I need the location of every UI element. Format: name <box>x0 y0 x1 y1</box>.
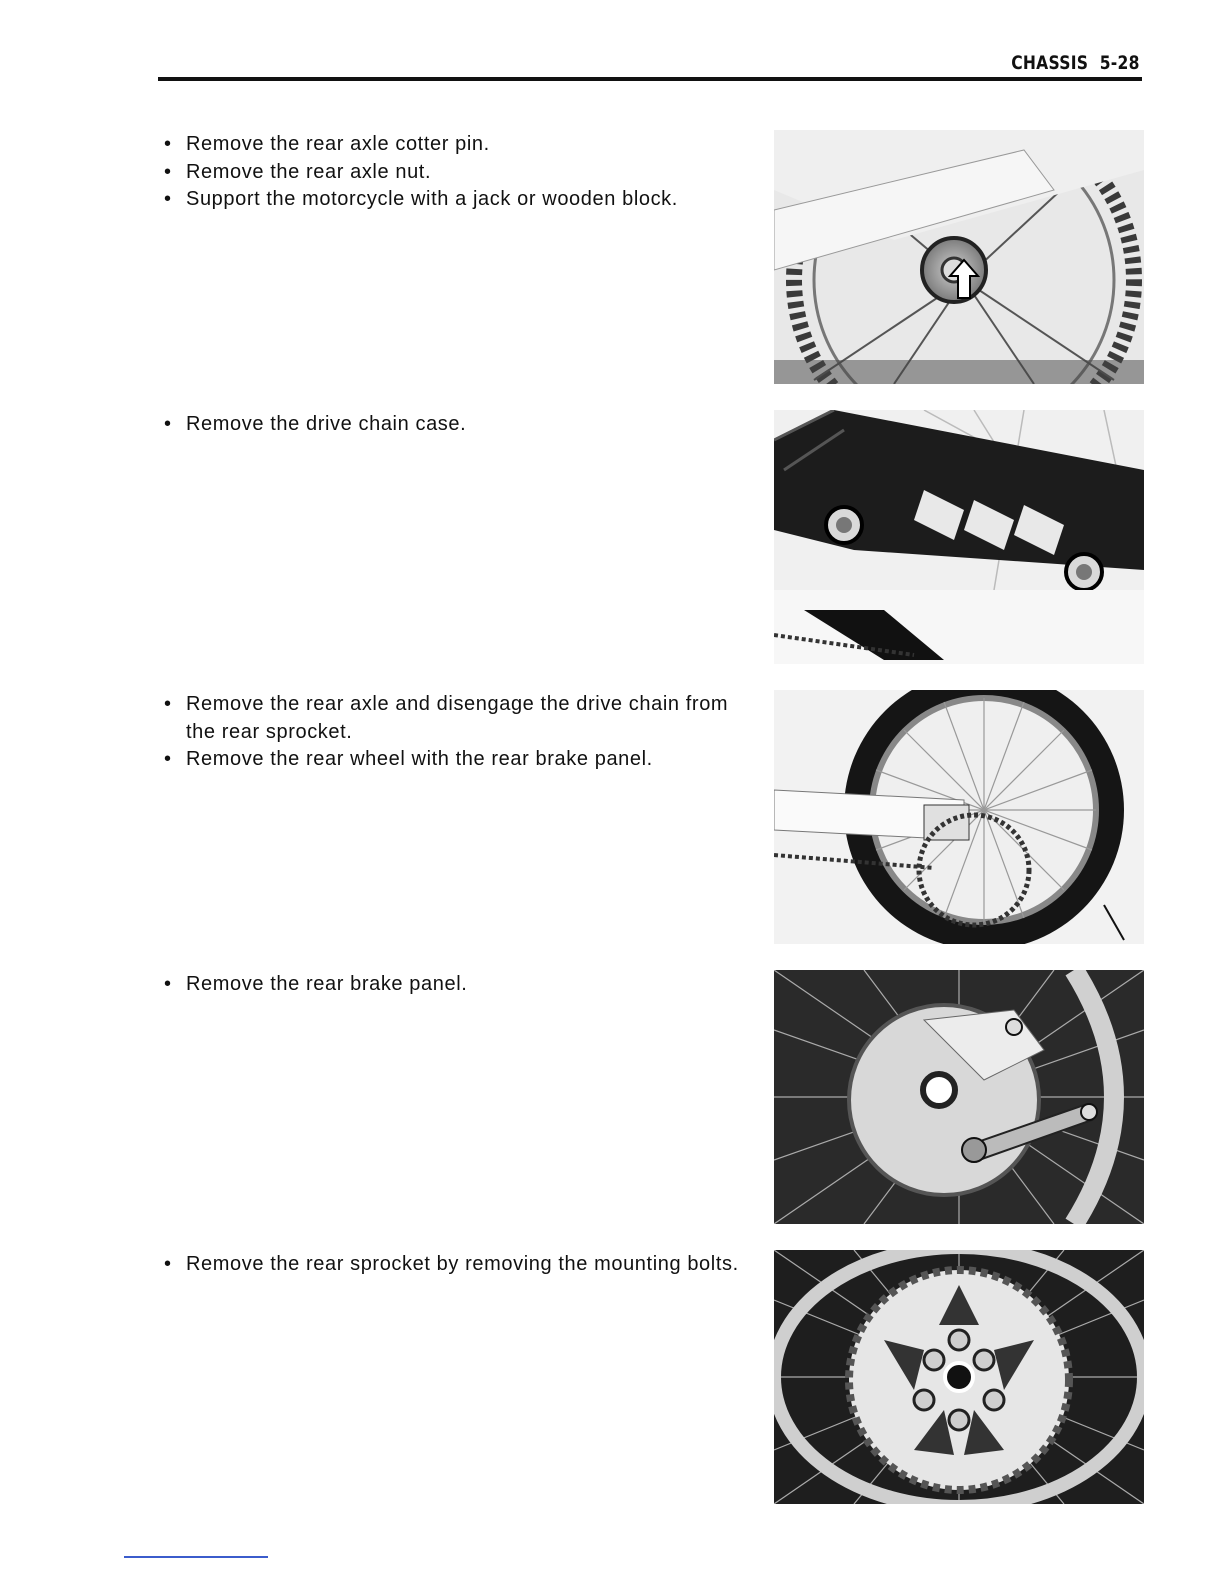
rear-brake-panel-photo <box>774 970 1144 1224</box>
bullet-icon: • <box>164 748 172 770</box>
page-number: 5-28 <box>1100 52 1140 74</box>
bullet-icon: • <box>164 1253 172 1275</box>
list-item: • Remove the rear sprocket by removing the mounting bolts. <box>162 1251 752 1279</box>
step-4-list <box>162 971 752 999</box>
list-item: • Remove the rear wheel with the rear brake panel. <box>162 746 752 774</box>
step-3-instructions <box>162 691 752 774</box>
step-2-list <box>162 411 752 439</box>
list-item: • Remove the drive chain case. <box>162 411 752 439</box>
bullet-icon: • <box>164 973 172 995</box>
step-5-list <box>162 1251 752 1279</box>
step-2-instructions <box>162 411 752 439</box>
footer-rule <box>124 1556 268 1558</box>
rear-wheel-removal-photo <box>774 690 1144 944</box>
drive-chain-case-photo <box>774 410 1144 664</box>
rear-sprocket-photo <box>774 1250 1144 1504</box>
page-header <box>158 48 1142 82</box>
bullet-icon: • <box>164 413 172 435</box>
step-4-instructions <box>162 971 752 999</box>
bullet-icon: • <box>164 188 172 210</box>
rear-axle-nut-photo <box>774 130 1144 384</box>
list-item: • Remove the rear axle nut. <box>162 159 752 187</box>
bullet-icon: • <box>164 693 172 715</box>
list-item: • Support the motorcycle with a jack or wooden block. <box>162 186 752 214</box>
header-rule <box>158 77 1142 81</box>
step-1-instructions <box>162 131 752 214</box>
section-title: CHASSIS <box>1011 52 1089 74</box>
list-item: • Remove the rear axle and disengage the drive chain from the rear sprocket. <box>164 693 729 743</box>
list-item: • Remove the rear axle cotter pin. <box>162 131 752 159</box>
bullet-icon: • <box>164 133 172 155</box>
step-3-list <box>162 691 752 774</box>
bullet-icon: • <box>164 160 172 183</box>
step-5-instructions <box>162 1251 752 1279</box>
running-head <box>1012 52 1140 74</box>
list-item: • Remove the rear brake panel. <box>162 971 752 999</box>
step-1-list <box>162 131 752 214</box>
